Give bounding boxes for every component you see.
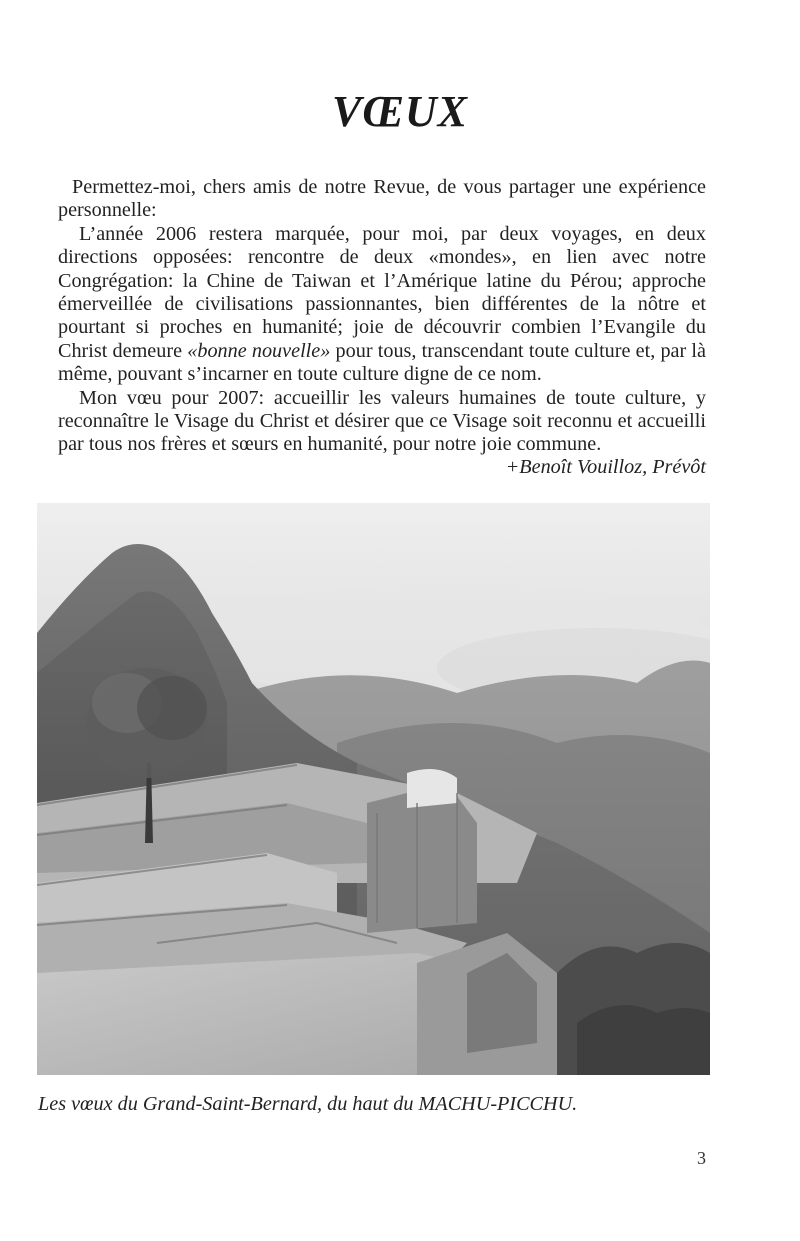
paragraph-intro: Permettez-moi, chers amis de notre Revue, de vous partager une expérience personnelle:: [58, 176, 706, 222]
page-title: VŒUX: [332, 87, 468, 136]
photo-caption: Les vœux du Grand-Saint-Bernard, du haut du MACHU-PICCHU.: [38, 1093, 578, 1115]
paragraph-wish: Mon vœu pour 2007: accueillir les valeurs humaines de toute culture, y reconnaître le Visage du Christ et désirer que ce Visage soit reconnu et accueilli par tous nos frères et sœurs en humanité, pour notre joie commune.: [58, 386, 706, 456]
machu-picchu-photo: [37, 503, 710, 1075]
paragraph-travels: [58, 223, 706, 387]
emphasis-good-news: «bonne nouvelle»: [187, 339, 331, 362]
page-number: 3: [697, 1148, 706, 1168]
signature: +Benoît Vouilloz, Prévôt: [505, 456, 706, 478]
paragraph-travels-text: L’année 2006 restera marquée, pour moi, par deux voyages, en deux directions opposées: rencontre de deux «mondes», en lien avec notre Congrégation: la Chine de Taiwan et l’Amérique latine du Pérou; approche émerveillée de civilisations passionnantes, bien différentes de la nôtre et pourtant si proches en humanité; joie de découvrir combien l’Evangile du Christ demeure: [58, 222, 706, 362]
paragraph-travels-end: pour tous, transcendant toute culture et, par là même, pouvant s’incarner en toute culture digne de ce nom.: [58, 339, 707, 386]
machu-picchu-photo-illustration: [37, 503, 710, 1075]
article-body: [58, 176, 706, 457]
